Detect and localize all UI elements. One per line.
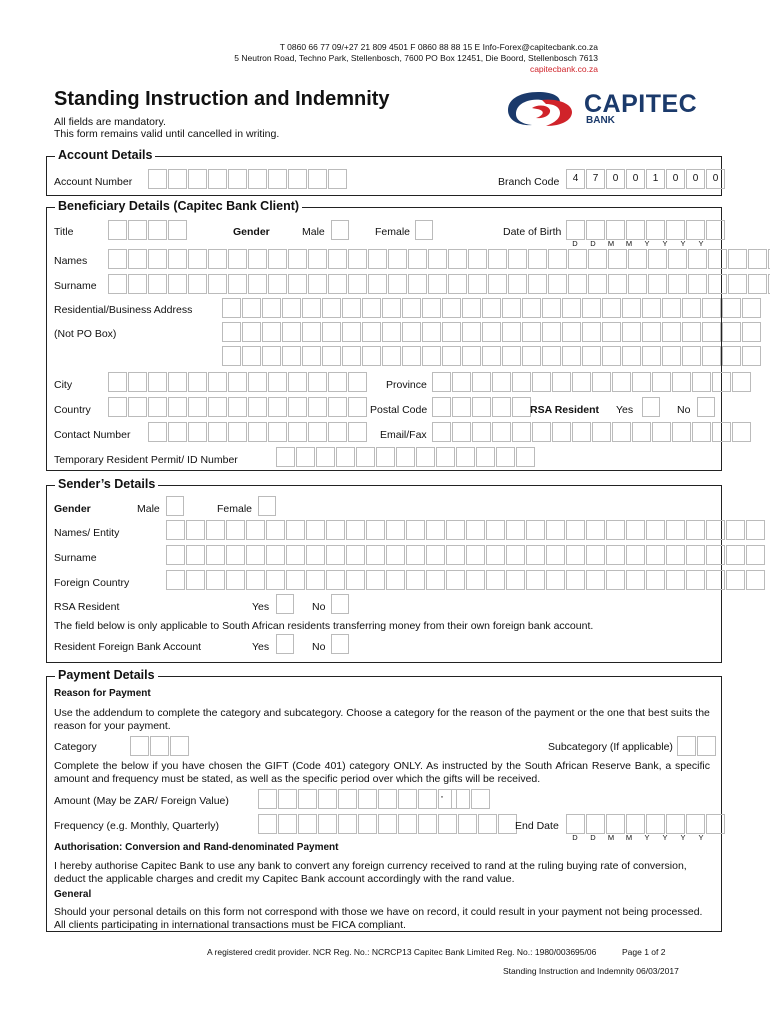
email-fax-label: Email/Fax: [380, 429, 427, 441]
dob-format-hint: D D M M Y Y Y Y: [572, 239, 704, 248]
sender-male-label: Male: [137, 503, 160, 515]
reason-title: Reason for Payment: [54, 688, 151, 699]
title-input[interactable]: [108, 220, 188, 240]
email-fax-input[interactable]: [432, 422, 752, 442]
contact-line: T 0860 66 77 09/+27 21 809 4501 F 0860 88 88 15 E Info-Forex@capitecbank.co.za: [279, 42, 598, 52]
postal-code-input[interactable]: [432, 397, 532, 417]
sender-female-label: Female: [217, 503, 253, 515]
province-input[interactable]: [432, 372, 752, 392]
sender-rsa-no-checkbox[interactable]: [331, 594, 349, 614]
names-entity-input[interactable]: [166, 520, 766, 540]
footer-form-ref: Standing Instruction and Indemnity 06/03/2017: [503, 966, 679, 976]
city-label: City: [54, 379, 73, 391]
province-label: Province: [386, 379, 427, 391]
branch-digit: 0: [686, 169, 705, 189]
end-date-format-hint: D D M M Y Y Y Y: [572, 833, 704, 842]
rsa-yes-checkbox[interactable]: [642, 397, 660, 417]
foreign-yes-label: Yes: [252, 641, 270, 653]
auth-title: Authorisation: Conversion and Rand-denominated Payment: [54, 842, 339, 853]
auth-text: I hereby authorise Capitec Bank to use any bank to convert any foreign currency received to rand at the ruling buying rate of conversion, deduct the applicable charges and credit my Capitec Bank account accordingly with the rand value.: [54, 860, 687, 885]
branch-digit: 1: [646, 169, 665, 189]
branch-code-input[interactable]: [566, 169, 726, 189]
address-label: Residential/Business Address: [54, 304, 193, 316]
mandatory-note: All fields are mandatory.: [54, 116, 166, 128]
form-title: Standing Instruction and Indemnity: [54, 88, 390, 110]
dob-label: Date of Birth: [503, 226, 562, 238]
surname-input[interactable]: [108, 274, 770, 294]
branch-digit: 0: [666, 169, 685, 189]
sender-yes-label: Yes: [252, 601, 270, 613]
branch-digit: 4: [566, 169, 585, 189]
foreign-country-input[interactable]: [166, 570, 766, 590]
sender-gender-label: Gender: [54, 503, 91, 515]
gender-label: Gender: [233, 226, 270, 238]
names-entity-label: Names/ Entity: [54, 527, 120, 539]
male-checkbox[interactable]: [331, 220, 349, 240]
end-date-label: End Date: [515, 820, 559, 832]
sender-rsa-yes-checkbox[interactable]: [276, 594, 294, 614]
sender-note: The field below is only applicable to South African residents transferring money from their own foreign bank account.: [54, 620, 594, 632]
end-date-input[interactable]: [566, 814, 726, 834]
footer-page: Page 1 of 2: [622, 947, 666, 957]
permit-label: Temporary Resident Permit/ ID Number: [54, 454, 238, 466]
section-title: Beneficiary Details (Capitec Bank Client): [55, 199, 302, 213]
surname-label: Surname: [54, 280, 97, 292]
postal-code-label: Postal Code: [370, 404, 428, 416]
address-line1-input[interactable]: [222, 298, 762, 318]
section-title: Sender’s Details: [55, 477, 158, 491]
frequency-input[interactable]: [258, 814, 518, 834]
general-text: Should your personal details on this form not correspond with those we have on record, it could result in your payment not being processed. All clients participating in international transactions must be FICA compliant.: [54, 906, 703, 931]
amount-cents-input[interactable]: [451, 789, 491, 809]
sender-surname-input[interactable]: [166, 545, 766, 565]
branch-digit: 0: [606, 169, 625, 189]
branch-digit: 7: [586, 169, 605, 189]
resident-foreign-label: Resident Foreign Bank Account: [54, 641, 202, 653]
amount-label: Amount (May be ZAR/ Foreign Value): [54, 795, 229, 807]
subcategory-input[interactable]: [677, 736, 717, 756]
branch-code-label: Branch Code: [498, 176, 560, 188]
contact-number-input[interactable]: [148, 422, 368, 442]
account-number-input[interactable]: [148, 169, 348, 189]
logo-wordmark: CAPITEC: [584, 90, 698, 118]
not-po-box-label: (Not PO Box): [54, 328, 117, 340]
address-line: 5 Neutron Road, Techno Park, Stellenbosch, 7600 PO Box 12451, Die Boord, Stellenbosch 7613: [234, 53, 598, 63]
category-input[interactable]: [130, 736, 190, 756]
footer-registration: A registered credit provider. NCR Reg. No.: NCRCP13 Capitec Bank Limited Reg. No.: 1980/003695/06: [207, 947, 597, 957]
country-input[interactable]: [108, 397, 368, 417]
capitec-logo-icon: [502, 88, 578, 128]
permit-input[interactable]: [276, 447, 536, 467]
names-label: Names: [54, 255, 88, 267]
subcategory-label: Subcategory (If applicable): [548, 741, 673, 753]
male-label: Male: [302, 226, 325, 238]
logo-subtext: BANK: [586, 115, 615, 126]
yes-label: Yes: [616, 404, 634, 416]
city-input[interactable]: [108, 372, 368, 392]
foreign-yes-checkbox[interactable]: [276, 634, 294, 654]
foreign-no-checkbox[interactable]: [331, 634, 349, 654]
title-label: Title: [54, 226, 74, 238]
country-label: Country: [54, 404, 91, 416]
sender-male-checkbox[interactable]: [166, 496, 184, 516]
category-label: Category: [54, 741, 97, 753]
branch-digit: 0: [706, 169, 725, 189]
decimal-point: ·: [440, 789, 444, 803]
sender-no-label: No: [312, 601, 326, 613]
address-line2-input[interactable]: [222, 322, 762, 342]
section-title: Account Details: [55, 148, 155, 162]
contact-number-label: Contact Number: [54, 429, 131, 441]
gift-text: Complete the below if you have chosen the GIFT (Code 401) category ONLY. As instructed by the South African Reserve Bank, a specific amount and frequency must be stated, as well as the specific period over which the gifts will be received.: [54, 760, 710, 785]
reason-text: Use the addendum to complete the category and subcategory. Choose a category for the reason of the payment or the one that best suits the reason for your payment.: [54, 707, 710, 732]
branch-digit: 0: [626, 169, 645, 189]
general-title: General: [54, 889, 92, 900]
female-checkbox[interactable]: [415, 220, 433, 240]
foreign-country-label: Foreign Country: [54, 577, 130, 589]
capitec-logo: [502, 88, 722, 128]
validity-note: This form remains valid until cancelled in writing.: [54, 128, 280, 140]
rsa-no-checkbox[interactable]: [697, 397, 715, 417]
address-line3-input[interactable]: [222, 346, 762, 366]
names-input[interactable]: [108, 249, 770, 269]
section-title: Payment Details: [55, 668, 158, 682]
sender-female-checkbox[interactable]: [258, 496, 276, 516]
rsa-resident-label: RSA Resident: [530, 404, 600, 416]
amount-input[interactable]: [258, 789, 458, 809]
account-number-label: Account Number: [54, 176, 133, 188]
no-label: No: [677, 404, 691, 416]
foreign-no-label: No: [312, 641, 326, 653]
sender-rsa-label: RSA Resident: [54, 601, 120, 613]
dob-input[interactable]: [566, 220, 726, 240]
sender-surname-label: Surname: [54, 552, 97, 564]
female-label: Female: [375, 226, 411, 238]
frequency-label: Frequency (e.g. Monthly, Quarterly): [54, 820, 219, 832]
website-link[interactable]: capitecbank.co.za: [529, 64, 598, 74]
